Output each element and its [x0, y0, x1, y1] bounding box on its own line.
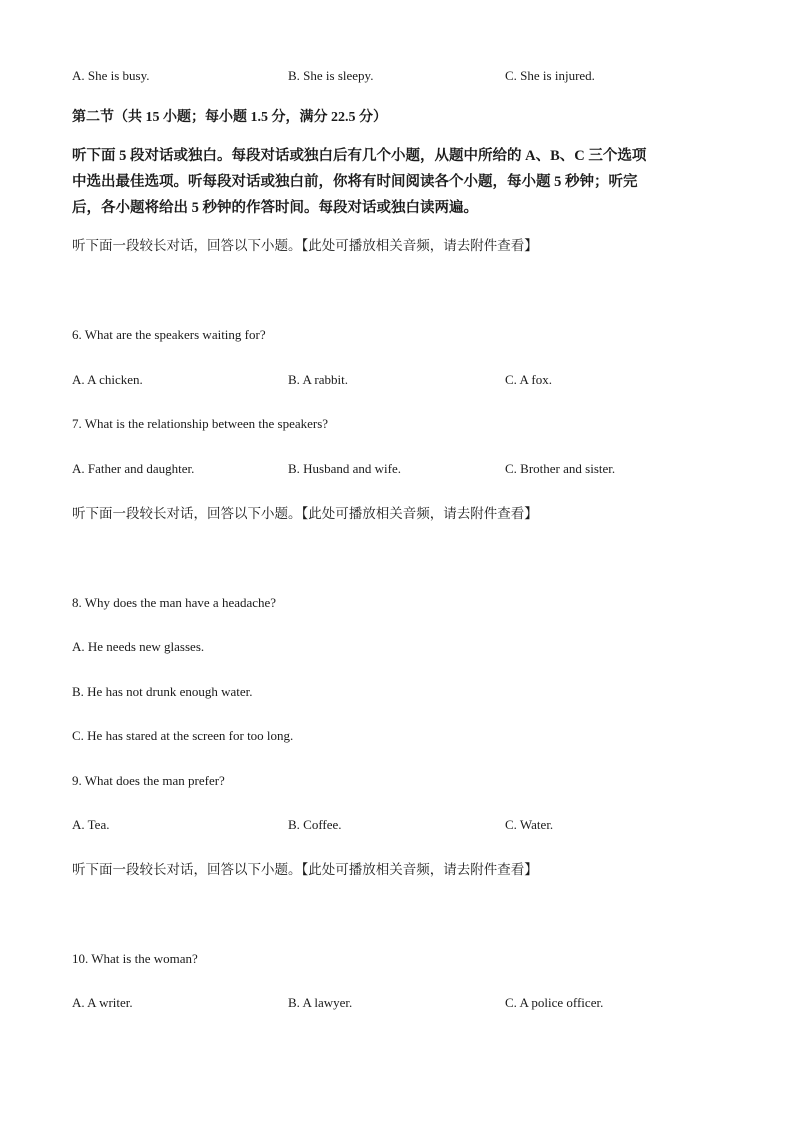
q10-options — [72, 995, 732, 1011]
q6-question: 6. What are the speakers waiting for? — [72, 327, 266, 342]
q9-options — [72, 817, 732, 833]
instructions-line-1: 听下面 5 段对话或独白。每段对话或独白后有几个小题，从题中所给的 A、B、C 三个选项 — [72, 148, 647, 164]
instructions-line-2: 中选出最佳选项。听每段对话或独白前，你将有时间阅读各个小题，每小题 5 秒钟；听完 — [72, 174, 638, 190]
q7-option-c: C. Brother and sister. — [505, 461, 616, 476]
q6-options — [72, 372, 732, 388]
audio-prompt-2: 听下面一段较长对话，回答以下小题。【此处可播放相关音频，请去附件查看】 — [72, 506, 538, 521]
q5-option-c: C. She is injured. — [505, 68, 595, 83]
q7-question: 7. What is the relationship between the speakers? — [72, 416, 329, 431]
q10-option-a: A. A writer. — [72, 995, 133, 1010]
q8-option-b: B. He has not drunk enough water. — [72, 684, 253, 699]
q10-option-c: C. A police officer. — [505, 995, 604, 1010]
q10-option-b: B. A lawyer. — [288, 995, 353, 1010]
q9-option-c: C. Water. — [505, 817, 554, 832]
instructions-line-3: 后，各小题将给出 5 秒钟的作答时间。每段对话或独白读两遍。 — [72, 200, 478, 216]
q10-question: 10. What is the woman? — [72, 951, 198, 966]
q9-question: 9. What does the man prefer? — [72, 773, 225, 788]
q7-option-b: B. Husband and wife. — [288, 461, 402, 476]
q5-option-a: A. She is busy. — [72, 68, 150, 83]
q7-option-a: A. Father and daughter. — [72, 461, 195, 476]
q5-options — [72, 68, 732, 84]
q9-option-a: A. Tea. — [72, 817, 110, 832]
section-title: 第二节（共 15 小题；每小题 1.5 分，满分 22.5 分） — [72, 110, 387, 125]
q8-option-c: C. He has stared at the screen for too long. — [72, 728, 294, 743]
q9-option-b: B. Coffee. — [288, 817, 342, 832]
section-instructions — [72, 143, 722, 221]
q6-option-a: A. A chicken. — [72, 372, 143, 387]
q7-options — [72, 461, 732, 477]
q8-question: 8. Why does the man have a headache? — [72, 595, 277, 610]
audio-prompt-3: 听下面一段较长对话，回答以下小题。【此处可播放相关音频，请去附件查看】 — [72, 862, 538, 877]
q6-option-b: B. A rabbit. — [288, 372, 348, 387]
q5-option-b: B. She is sleepy. — [288, 68, 374, 83]
q8-option-a: A. He needs new glasses. — [72, 639, 205, 654]
q6-option-c: C. A fox. — [505, 372, 552, 387]
audio-prompt-1: 听下面一段较长对话，回答以下小题。【此处可播放相关音频，请去附件查看】 — [72, 238, 538, 253]
